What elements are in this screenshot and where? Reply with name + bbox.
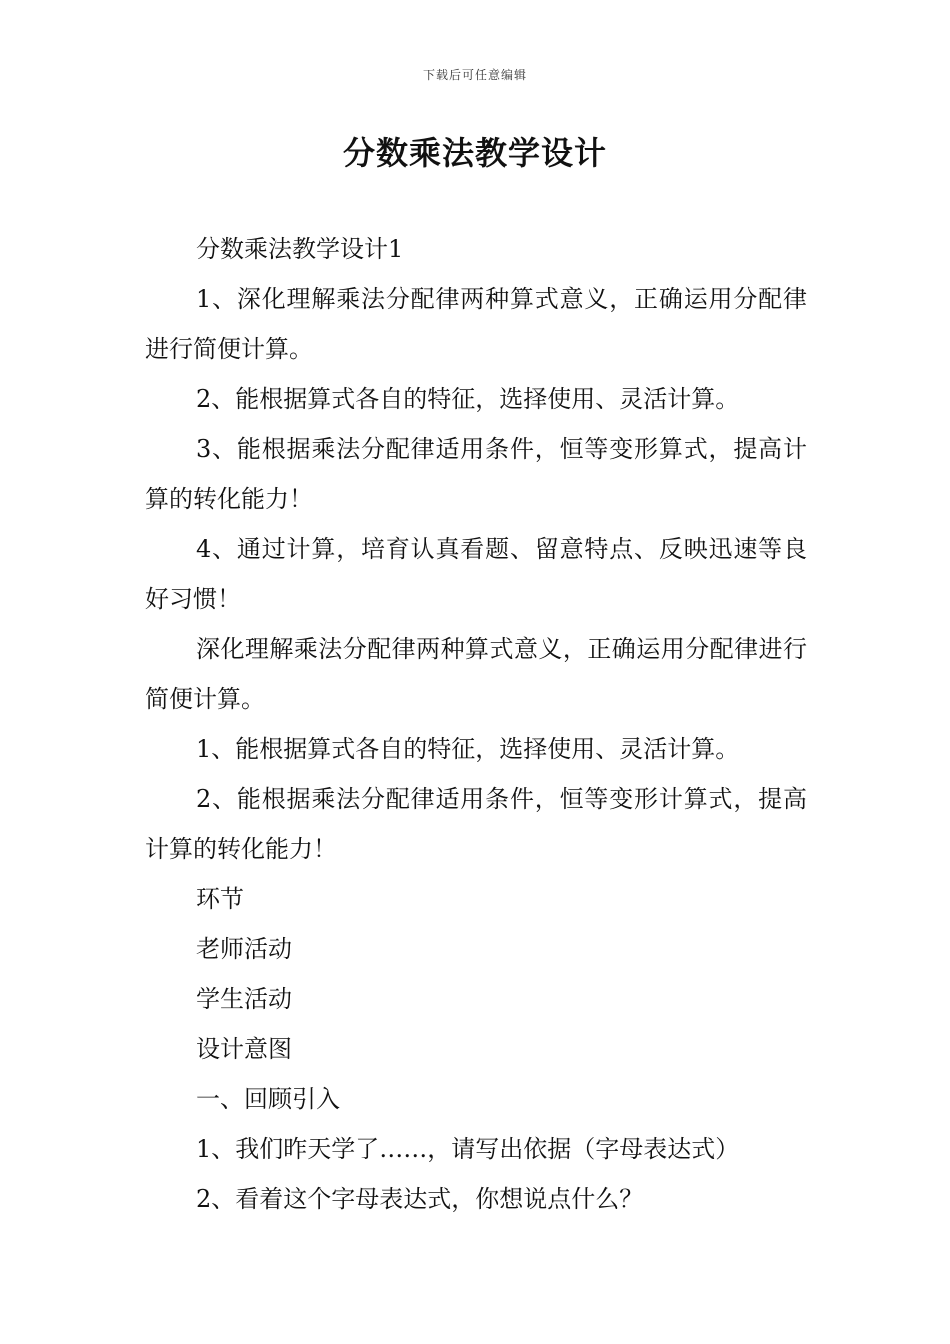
document-body <box>145 224 807 1224</box>
paragraph: 1、深化理解乘法分配律两种算式意义，正确运用分配律进行简便计算。 <box>145 285 807 363</box>
paragraph-subtitle: 分数乘法教学设计1 <box>196 235 404 263</box>
paragraph: 4、通过计算，培育认真看题、留意特点、反映迅速等良好习惯！ <box>145 535 807 613</box>
paragraph: 环节 <box>196 885 244 913</box>
paragraph: 2、看着这个字母表达式，你想说点什么？ <box>196 1185 644 1213</box>
paragraph: 学生活动 <box>196 985 292 1013</box>
paragraph: 2、能根据乘法分配律适用条件，恒等变形计算式，提高计算的转化能力！ <box>145 785 807 863</box>
paragraph: 1、能根据算式各自的特征，选择使用、灵活计算。 <box>196 735 740 763</box>
document-title: 分数乘法教学设计 <box>342 134 607 172</box>
paragraph: 老师活动 <box>196 935 292 963</box>
paragraph: 3、能根据乘法分配律适用条件，恒等变形算式，提高计算的转化能力！ <box>145 435 807 513</box>
paragraph: 深化理解乘法分配律两种算式意义，正确运用分配律进行简便计算。 <box>145 635 807 713</box>
paragraph: 1、我们昨天学了……，请写出依据（字母表达式） <box>196 1135 740 1163</box>
paragraph: 2、能根据算式各自的特征，选择使用、灵活计算。 <box>196 385 740 413</box>
paragraph: 设计意图 <box>196 1035 292 1063</box>
header-note: 下载后可任意编辑 <box>422 68 527 82</box>
section-heading: 一、回顾引入 <box>196 1085 340 1113</box>
